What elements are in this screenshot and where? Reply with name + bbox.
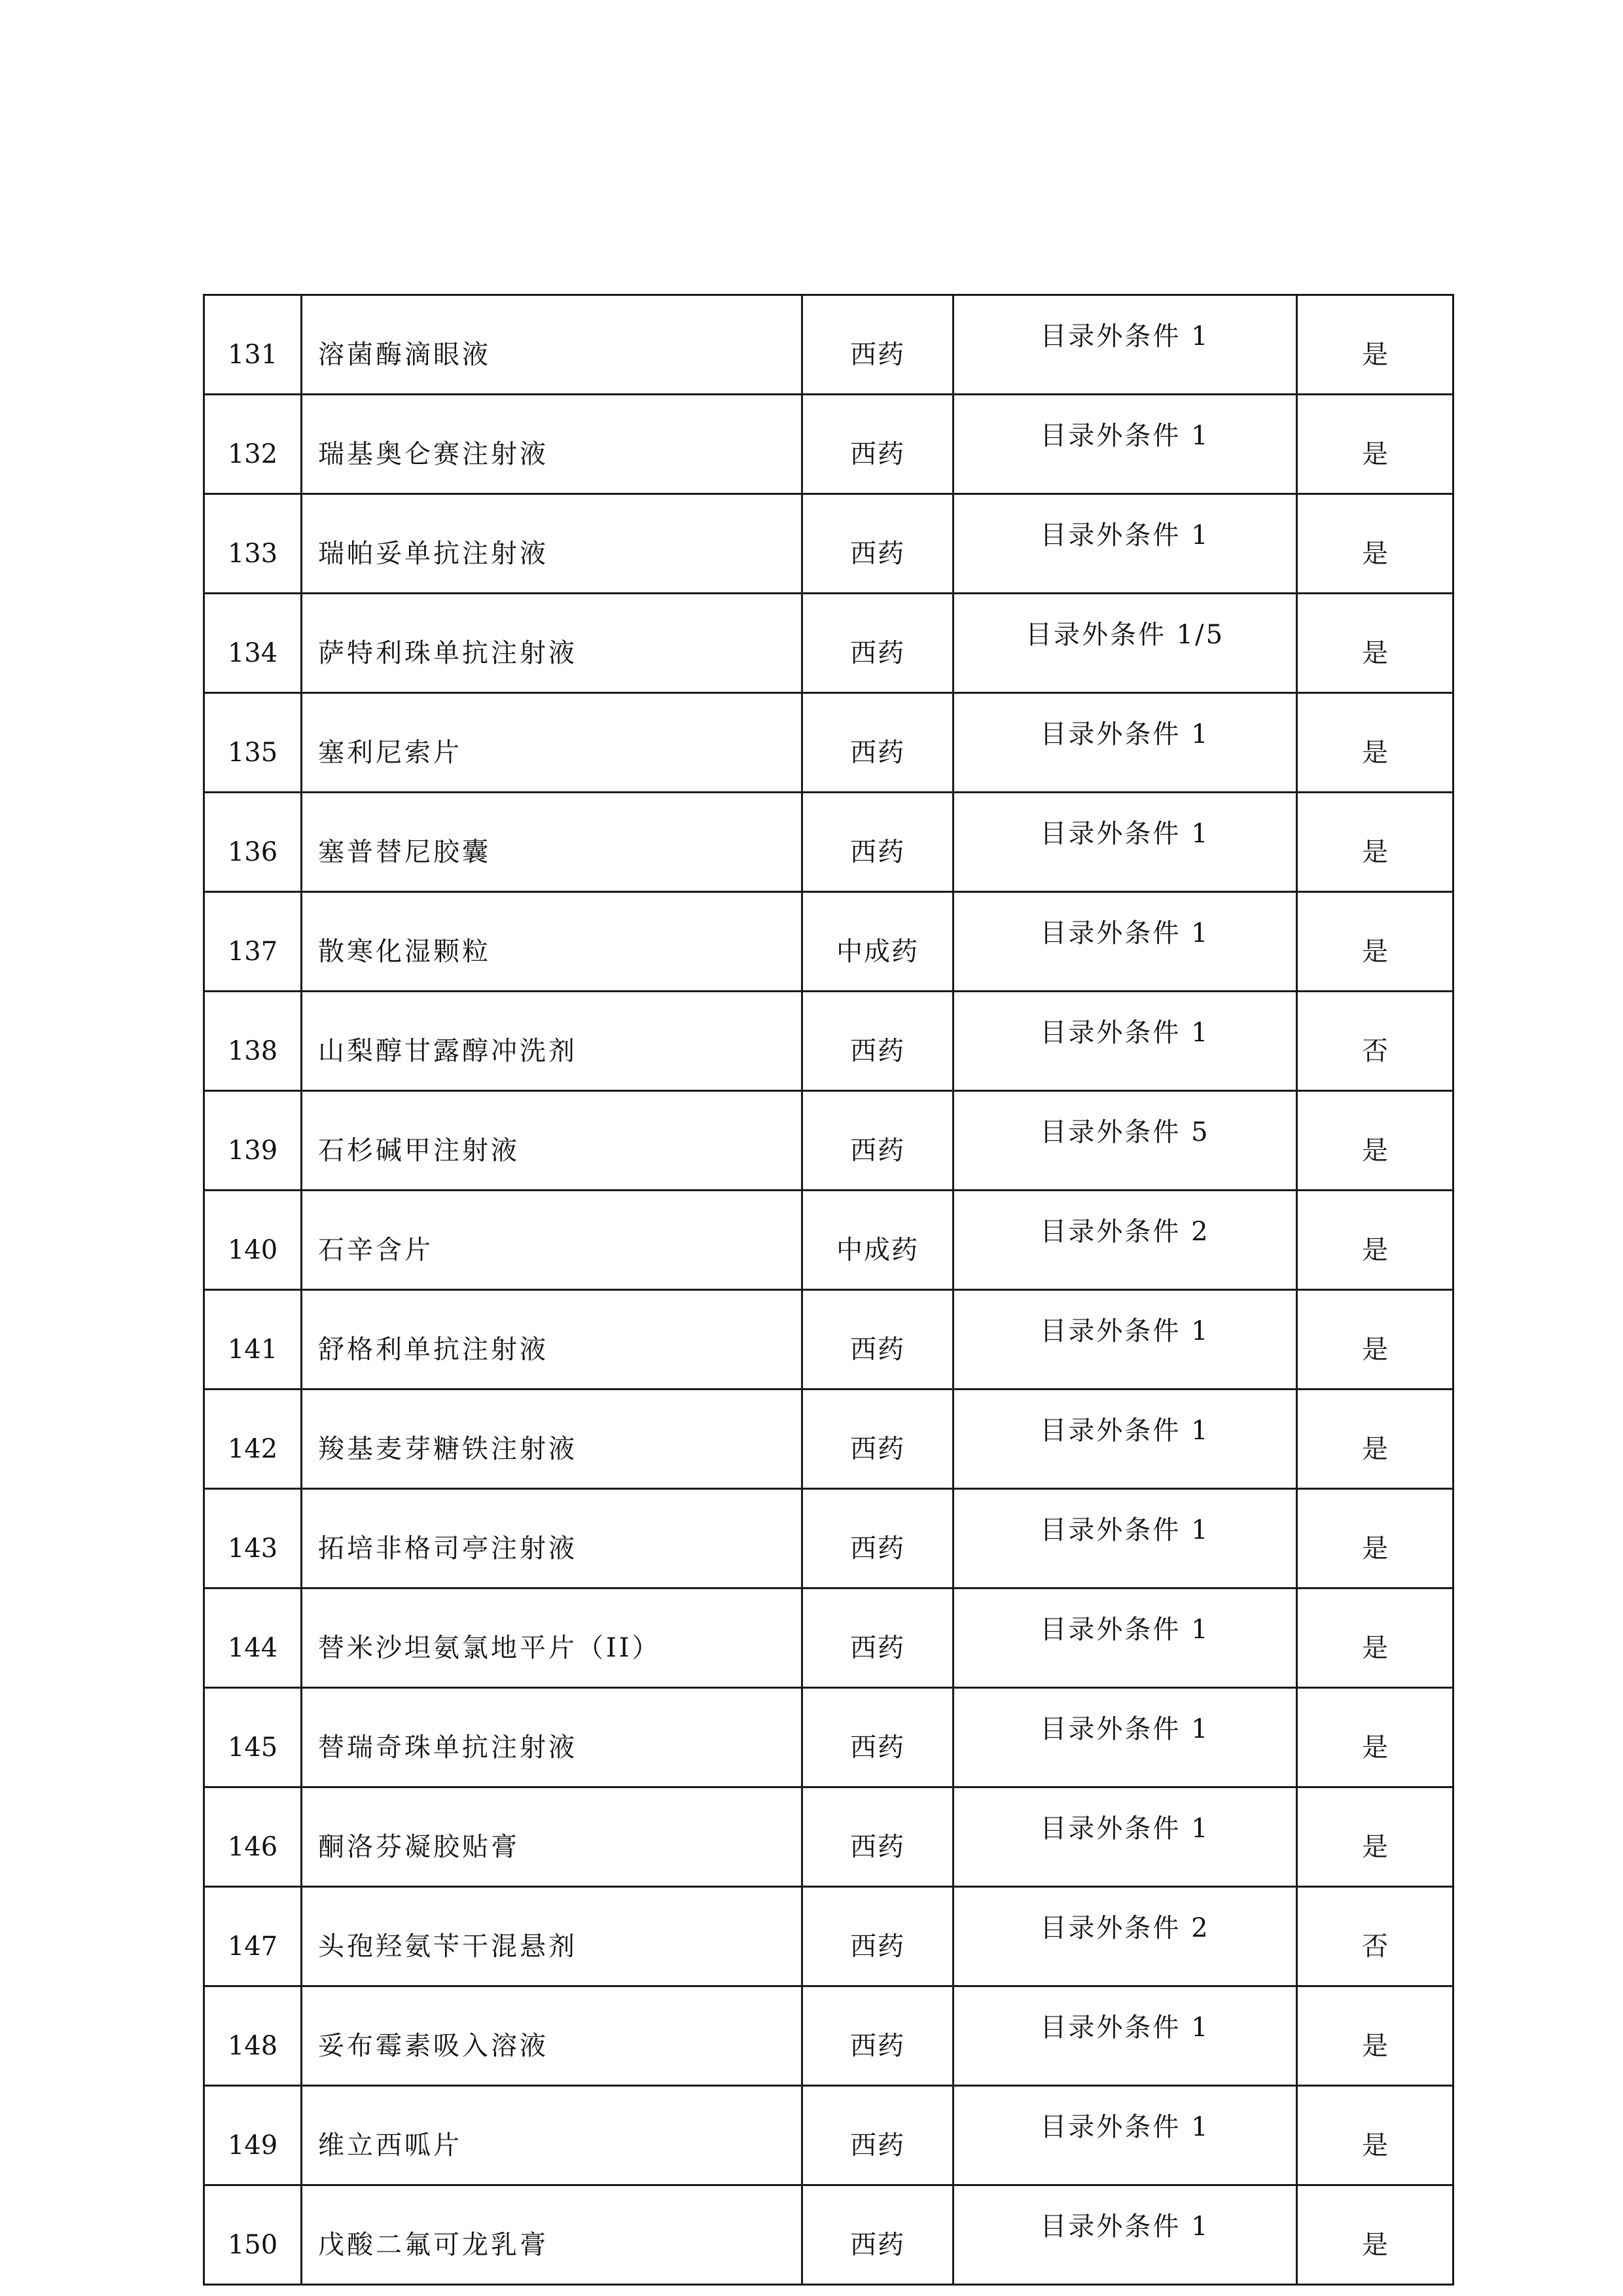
condition-text: 目录外条件 1 — [954, 1290, 1297, 1390]
drug-name: 瑞帕妥单抗注射液 — [302, 494, 802, 594]
yes-no-flag: 是 — [1297, 693, 1454, 793]
condition-text: 目录外条件 1 — [954, 1688, 1297, 1787]
row-number: 141 — [204, 1290, 302, 1390]
drug-category: 西药 — [802, 2185, 954, 2285]
drug-category: 西药 — [802, 1489, 954, 1588]
drug-category: 西药 — [802, 793, 954, 892]
drug-category: 西药 — [802, 2086, 954, 2185]
drug-name: 头孢羟氨苄干混悬剂 — [302, 1887, 802, 1986]
condition-text: 目录外条件 1 — [954, 693, 1297, 793]
drug-category: 西药 — [802, 1688, 954, 1787]
condition-text: 目录外条件 1 — [954, 2185, 1297, 2285]
yes-no-flag: 是 — [1297, 1290, 1454, 1390]
drug-category: 西药 — [802, 594, 954, 693]
drug-name: 瑞基奥仑赛注射液 — [302, 395, 802, 494]
row-number: 136 — [204, 793, 302, 892]
row-number: 145 — [204, 1688, 302, 1787]
yes-no-flag: 是 — [1297, 2185, 1454, 2285]
condition-text: 目录外条件 2 — [954, 1887, 1297, 1986]
drug-category: 西药 — [802, 1290, 954, 1390]
condition-text: 目录外条件 1 — [954, 1588, 1297, 1688]
condition-text: 目录外条件 1 — [954, 992, 1297, 1091]
drug-category: 西药 — [802, 1091, 954, 1191]
yes-no-flag: 是 — [1297, 1986, 1454, 2086]
table-row — [204, 1290, 1454, 1390]
table-row — [204, 295, 1454, 395]
table-row — [204, 1887, 1454, 1986]
table-row — [204, 1588, 1454, 1688]
yes-no-flag: 是 — [1297, 1787, 1454, 1887]
table-row — [204, 395, 1454, 494]
table-row — [204, 1091, 1454, 1191]
drug-name: 舒格利单抗注射液 — [302, 1290, 802, 1390]
condition-text: 目录外条件 1 — [954, 1489, 1297, 1588]
yes-no-flag: 是 — [1297, 594, 1454, 693]
row-number: 146 — [204, 1787, 302, 1887]
table-row — [204, 494, 1454, 594]
table-row — [204, 594, 1454, 693]
row-number: 150 — [204, 2185, 302, 2285]
row-number: 132 — [204, 395, 302, 494]
condition-text: 目录外条件 1 — [954, 295, 1297, 395]
drug-category: 西药 — [802, 1390, 954, 1489]
drug-name: 维立西呱片 — [302, 2086, 802, 2185]
drug-name: 塞普替尼胶囊 — [302, 793, 802, 892]
drug-category: 西药 — [802, 494, 954, 594]
yes-no-flag: 否 — [1297, 1887, 1454, 1986]
row-number: 139 — [204, 1091, 302, 1191]
yes-no-flag: 是 — [1297, 1688, 1454, 1787]
yes-no-flag: 是 — [1297, 1390, 1454, 1489]
condition-text: 目录外条件 1 — [954, 1787, 1297, 1887]
drug-name: 替米沙坦氨氯地平片（II） — [302, 1588, 802, 1688]
table-row — [204, 992, 1454, 1091]
drug-category: 西药 — [802, 1588, 954, 1688]
row-number: 131 — [204, 295, 302, 395]
table-row — [204, 793, 1454, 892]
condition-text: 目录外条件 1 — [954, 793, 1297, 892]
condition-text: 目录外条件 1 — [954, 1986, 1297, 2086]
yes-no-flag: 否 — [1297, 992, 1454, 1091]
table-row — [204, 693, 1454, 793]
drug-list-body — [204, 295, 1454, 2285]
table-row — [204, 2185, 1454, 2285]
drug-category: 西药 — [802, 693, 954, 793]
row-number: 135 — [204, 693, 302, 793]
table-row — [204, 1390, 1454, 1489]
yes-no-flag: 是 — [1297, 2086, 1454, 2185]
condition-text: 目录外条件 1/5 — [954, 594, 1297, 693]
drug-name: 戊酸二氟可龙乳膏 — [302, 2185, 802, 2285]
drug-category: 西药 — [802, 1787, 954, 1887]
row-number: 137 — [204, 892, 302, 992]
yes-no-flag: 是 — [1297, 793, 1454, 892]
drug-category: 西药 — [802, 395, 954, 494]
drug-name: 妥布霉素吸入溶液 — [302, 1986, 802, 2086]
drug-category: 西药 — [802, 1986, 954, 2086]
row-number: 138 — [204, 992, 302, 1091]
condition-text: 目录外条件 2 — [954, 1191, 1297, 1290]
condition-text: 目录外条件 1 — [954, 395, 1297, 494]
row-number: 143 — [204, 1489, 302, 1588]
drug-name: 羧基麦芽糖铁注射液 — [302, 1390, 802, 1489]
row-number: 144 — [204, 1588, 302, 1688]
drug-name: 散寒化湿颗粒 — [302, 892, 802, 992]
table-row — [204, 2086, 1454, 2185]
table-row — [204, 1688, 1454, 1787]
condition-text: 目录外条件 1 — [954, 892, 1297, 992]
row-number: 142 — [204, 1390, 302, 1489]
yes-no-flag: 是 — [1297, 1588, 1454, 1688]
yes-no-flag: 是 — [1297, 494, 1454, 594]
yes-no-flag: 是 — [1297, 395, 1454, 494]
drug-list-table — [203, 294, 1454, 2286]
yes-no-flag: 是 — [1297, 1489, 1454, 1588]
row-number: 134 — [204, 594, 302, 693]
drug-name: 溶菌酶滴眼液 — [302, 295, 802, 395]
drug-category: 中成药 — [802, 1191, 954, 1290]
row-number: 149 — [204, 2086, 302, 2185]
drug-name: 塞利尼索片 — [302, 693, 802, 793]
table-row — [204, 1787, 1454, 1887]
drug-name: 萨特利珠单抗注射液 — [302, 594, 802, 693]
yes-no-flag: 是 — [1297, 1091, 1454, 1191]
row-number: 140 — [204, 1191, 302, 1290]
condition-text: 目录外条件 1 — [954, 1390, 1297, 1489]
drug-name: 替瑞奇珠单抗注射液 — [302, 1688, 802, 1787]
drug-name: 山梨醇甘露醇冲洗剂 — [302, 992, 802, 1091]
row-number: 147 — [204, 1887, 302, 1986]
yes-no-flag: 是 — [1297, 1191, 1454, 1290]
condition-text: 目录外条件 1 — [954, 494, 1297, 594]
yes-no-flag: 是 — [1297, 892, 1454, 992]
drug-name: 拓培非格司亭注射液 — [302, 1489, 802, 1588]
drug-category: 西药 — [802, 1887, 954, 1986]
drug-name: 石辛含片 — [302, 1191, 802, 1290]
table-row — [204, 1489, 1454, 1588]
table-row — [204, 1191, 1454, 1290]
row-number: 148 — [204, 1986, 302, 2086]
table-row — [204, 892, 1454, 992]
yes-no-flag: 是 — [1297, 295, 1454, 395]
drug-name: 石杉碱甲注射液 — [302, 1091, 802, 1191]
drug-category: 西药 — [802, 992, 954, 1091]
condition-text: 目录外条件 1 — [954, 2086, 1297, 2185]
drug-category: 中成药 — [802, 892, 954, 992]
drug-name: 酮洛芬凝胶贴膏 — [302, 1787, 802, 1887]
drug-category: 西药 — [802, 295, 954, 395]
row-number: 133 — [204, 494, 302, 594]
table-row — [204, 1986, 1454, 2086]
condition-text: 目录外条件 5 — [954, 1091, 1297, 1191]
